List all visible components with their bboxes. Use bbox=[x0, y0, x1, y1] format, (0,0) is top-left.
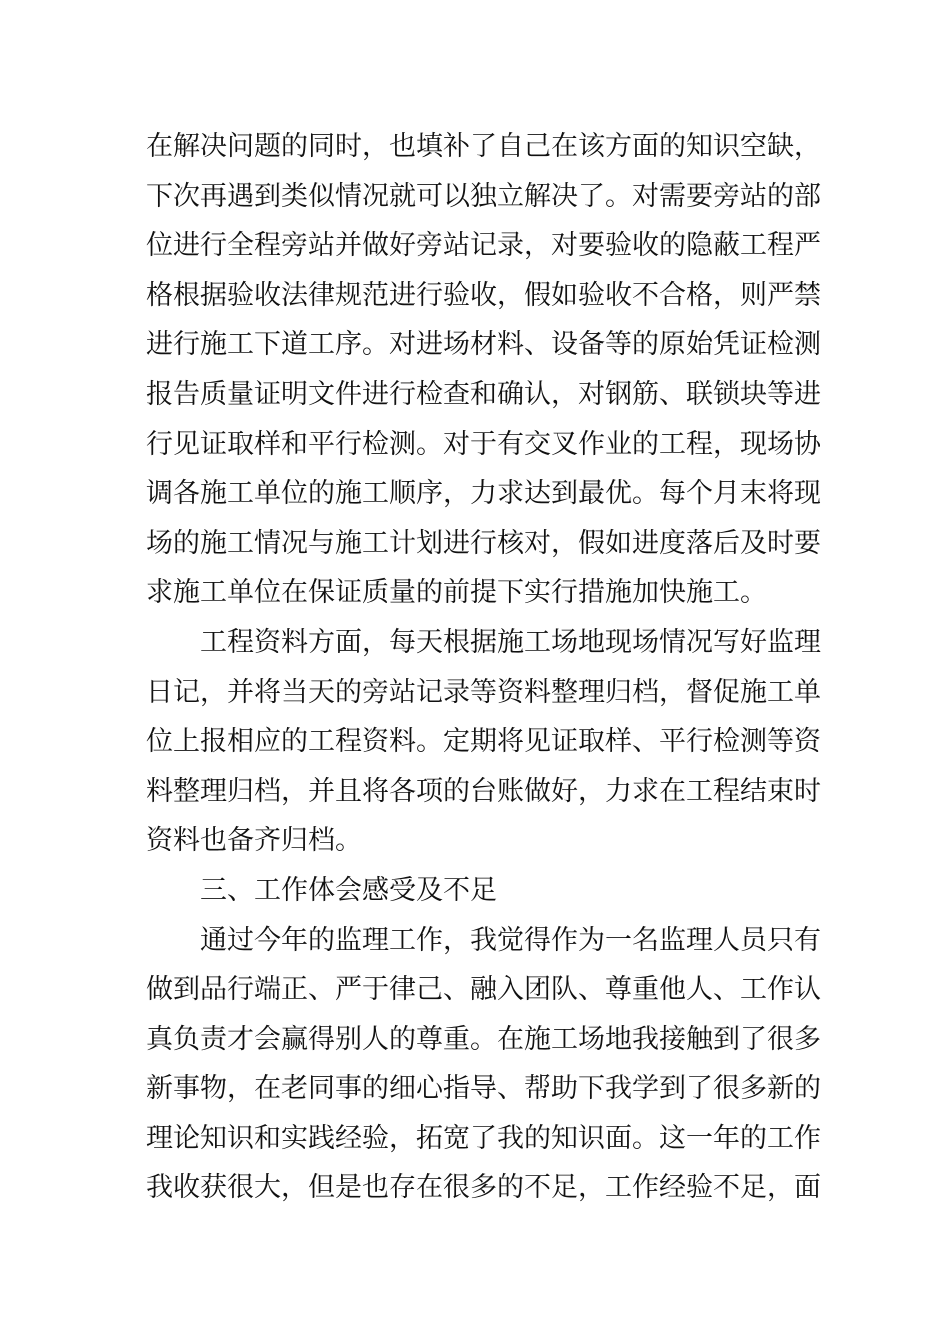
text-line: 行见证取样和平行检测。对于有交叉作业的工程，现场协 bbox=[146, 428, 821, 460]
text-line: 场的施工情况与施工计划进行核对，假如进度落后及时要 bbox=[146, 527, 821, 559]
text-line: 理论知识和实践经验，拓宽了我的知识面。这一年的工作 bbox=[146, 1122, 821, 1154]
text-line: 真负责才会赢得别人的尊重。在施工场地我接触到了很多 bbox=[146, 1023, 821, 1055]
text-line: 资料也备齐归档。 bbox=[146, 825, 362, 857]
text-line: 下次再遇到类似情况就可以独立解决了。对需要旁站的部 bbox=[146, 180, 821, 212]
text-line: 工程资料方面，每天根据施工场地现场情况写好监理 bbox=[200, 626, 821, 658]
text-line: 做到品行端正、严于律己、融入团队、尊重他人、工作认 bbox=[146, 974, 821, 1006]
text-line: 位上报相应的工程资料。定期将见证取样、平行检测等资 bbox=[146, 726, 821, 758]
text-line: 日记，并将当天的旁站记录等资料整理归档，督促施工单 bbox=[146, 676, 821, 708]
text-line: 新事物，在老同事的细心指导、帮助下我学到了很多新的 bbox=[146, 1073, 821, 1105]
text-line: 格根据验收法律规范进行验收，假如验收不合格，则严禁 bbox=[146, 279, 821, 311]
text-line: 通过今年的监理工作，我觉得作为一名监理人员只有 bbox=[200, 924, 821, 956]
text-line: 报告质量证明文件进行检查和确认，对钢筋、联锁块等进 bbox=[146, 378, 821, 410]
text-line: 三、工作体会感受及不足 bbox=[200, 874, 497, 906]
text-line: 求施工单位在保证质量的前提下实行措施加快施工。 bbox=[146, 577, 767, 609]
text-line: 我收获很大，但是也存在很多的不足，工作经验不足，面 bbox=[146, 1172, 821, 1204]
text-line: 进行施工下道工序。对进场材料、设备等的原始凭证检测 bbox=[146, 329, 821, 361]
text-line: 位进行全程旁站并做好旁站记录，对要验收的隐蔽工程严 bbox=[146, 230, 821, 262]
text-line: 调各施工单位的施工顺序，力求达到最优。每个月末将现 bbox=[146, 478, 821, 510]
text-line: 在解决问题的同时，也填补了自己在该方面的知识空缺， bbox=[146, 131, 821, 162]
text-line: 料整理归档，并且将各项的台账做好，力求在工程结束时 bbox=[146, 775, 821, 807]
document-body bbox=[146, 122, 821, 1213]
